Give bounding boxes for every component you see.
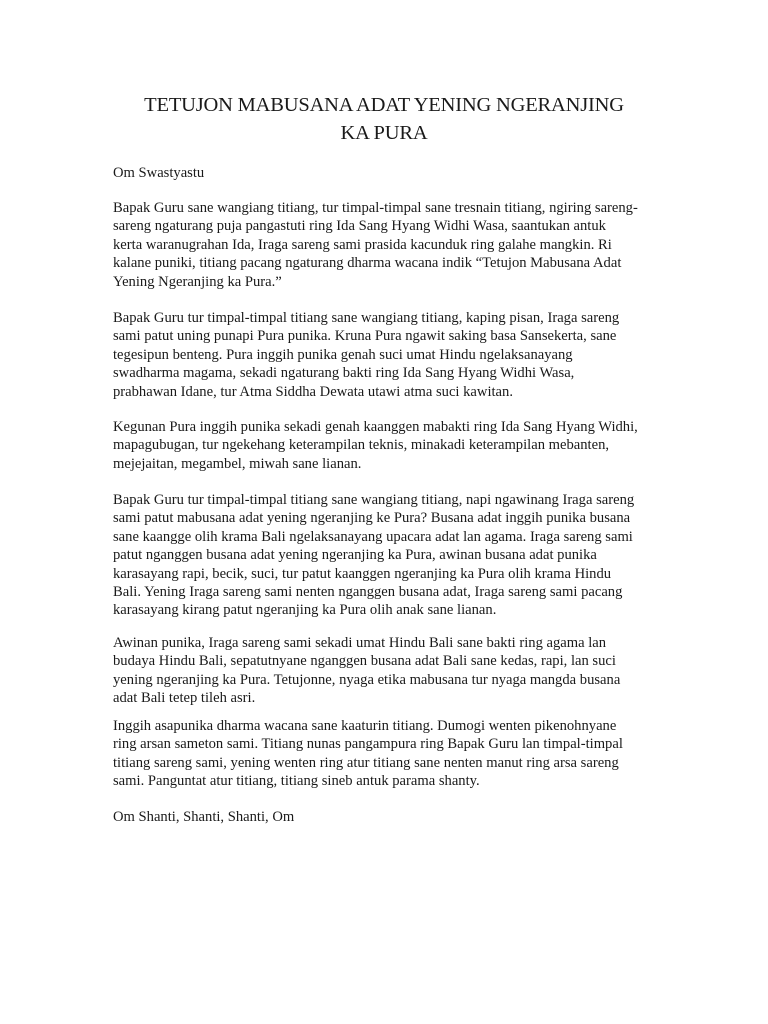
paragraph-line: Bali. Yening Iraga sareng sami nenten nganggen busana adat, Iraga sareng sami pacang	[113, 584, 623, 601]
document-title	[0, 91, 768, 147]
paragraph-line: kerta waranugrahan Ida, Iraga sareng sami prasida kacunduk ring galahe mangkin. Ri	[113, 236, 612, 253]
paragraph-line: sami patut mabusana adat yening ngeranjing ke Pura? Busana adat inggih punika busana	[113, 510, 631, 527]
paragraph-line: Bapak Guru sane wangiang titiang, tur timpal-timpal sane tresnain titiang, ngiring sareng-	[113, 200, 638, 216]
paragraph-closing-remarks	[113, 717, 673, 791]
paragraph-line: Awinan punika, Iraga sareng sami sekadi umat Hindu Bali sane bakti ring agama lan	[113, 635, 607, 651]
paragraph-line: Kegunan Pura inggih punika sekadi genah kaanggen mabakti ring Ida Sang Hyang Widhi,	[113, 419, 638, 435]
paragraph-pura-meaning	[113, 309, 673, 401]
paragraph-line: kalane puniki, titiang pacang ngaturang dharma wacana indik “Tetujon Mabusana Adat	[113, 255, 622, 272]
paragraph-line: tegesipun benteng. Pura inggih punika genah suci umat Hindu ngelaksanayang	[113, 346, 573, 363]
greeting: Om Swastyastu	[113, 165, 205, 181]
paragraph-line: sami patut uning punapi Pura punika. Kruna Pura ngawit saking basa Sansekerta, sane	[113, 328, 617, 345]
paragraph-line: swadharma magama, sekadi ngaturang bakti ring Ida Sang Hyang Widhi Wasa,	[113, 365, 575, 382]
paragraph-purpose	[113, 634, 673, 708]
paragraph-line: yening ngeranjing ka Pura. Tetujonne, nyaga etika mabusana tur nyaga mangda busana	[113, 671, 621, 688]
paragraph-line: sareng ngaturang puja pangastuti ring Ida Sang Hyang Widhi Wasa, saantukan antuk	[113, 218, 606, 235]
paragraph-line: sami. Panguntat atur titiang, titiang sineb antuk parama shanty.	[113, 773, 480, 790]
paragraph-line: patut nganggen busana adat yening ngeranjing ka Pura, awinan busana adat punika	[113, 547, 597, 564]
paragraph-line: karasayang kirang patut ngeranjing ka Pura olih anak sane lianan.	[113, 602, 497, 619]
paragraph-line: ring arsan sameton sami. Titiang nunas pangampura ring Bapak Guru lan timpal-timpal	[113, 736, 623, 753]
paragraph-line: prabhawan Idane, tur Atma Siddha Dewata utawi atma suci kawitan.	[113, 383, 513, 400]
paragraph-opening	[113, 199, 673, 291]
paragraph-line: budaya Hindu Bali, sepatutnyane nganggen busana adat Bali sane kedas, rapi, lan suci	[113, 653, 616, 670]
paragraph-line: mejejaitan, megambel, miwah sane lianan.	[113, 455, 362, 472]
title-line: KA PURA	[340, 122, 428, 144]
paragraph-pura-function	[113, 418, 673, 473]
paragraph-line: Bapak Guru tur timpal-timpal titiang sane wangiang titiang, napi ngawinang Iraga sareng	[113, 492, 635, 508]
paragraph-line: sane kaangge olih krama Bali ngelaksanayang upacara adat lan agama. Iraga sareng sami	[113, 528, 633, 545]
title-line: TETUJON MABUSANA ADAT YENING NGERANJING	[144, 94, 624, 116]
paragraph-line: titiang sareng sami, yening wenten ring atur titiang sane nenten manut ring arsa sareng	[113, 754, 619, 771]
closing-salutation: Om Shanti, Shanti, Shanti, Om	[113, 809, 295, 825]
paragraph-why-busana	[113, 491, 673, 620]
paragraph-line: Yening Ngeranjing ka Pura.”	[113, 273, 282, 290]
paragraph-line: karasayang rapi, becik, suci, tur patut kaanggen ngeranjing ka Pura olih krama Hindu	[113, 565, 612, 582]
paragraph-line: adat Bali tetep tileh asri.	[113, 690, 256, 707]
paragraph-line: mapagubugan, tur ngekehang keterampilan teknis, minakadi keterampilan mebanten,	[113, 437, 610, 454]
paragraph-line: Inggih asapunika dharma wacana sane kaaturin titiang. Dumogi wenten pikenohnyane	[113, 718, 617, 734]
paragraph-line: Bapak Guru tur timpal-timpal titiang sane wangiang titiang, kaping pisan, Iraga sareng	[113, 310, 620, 326]
